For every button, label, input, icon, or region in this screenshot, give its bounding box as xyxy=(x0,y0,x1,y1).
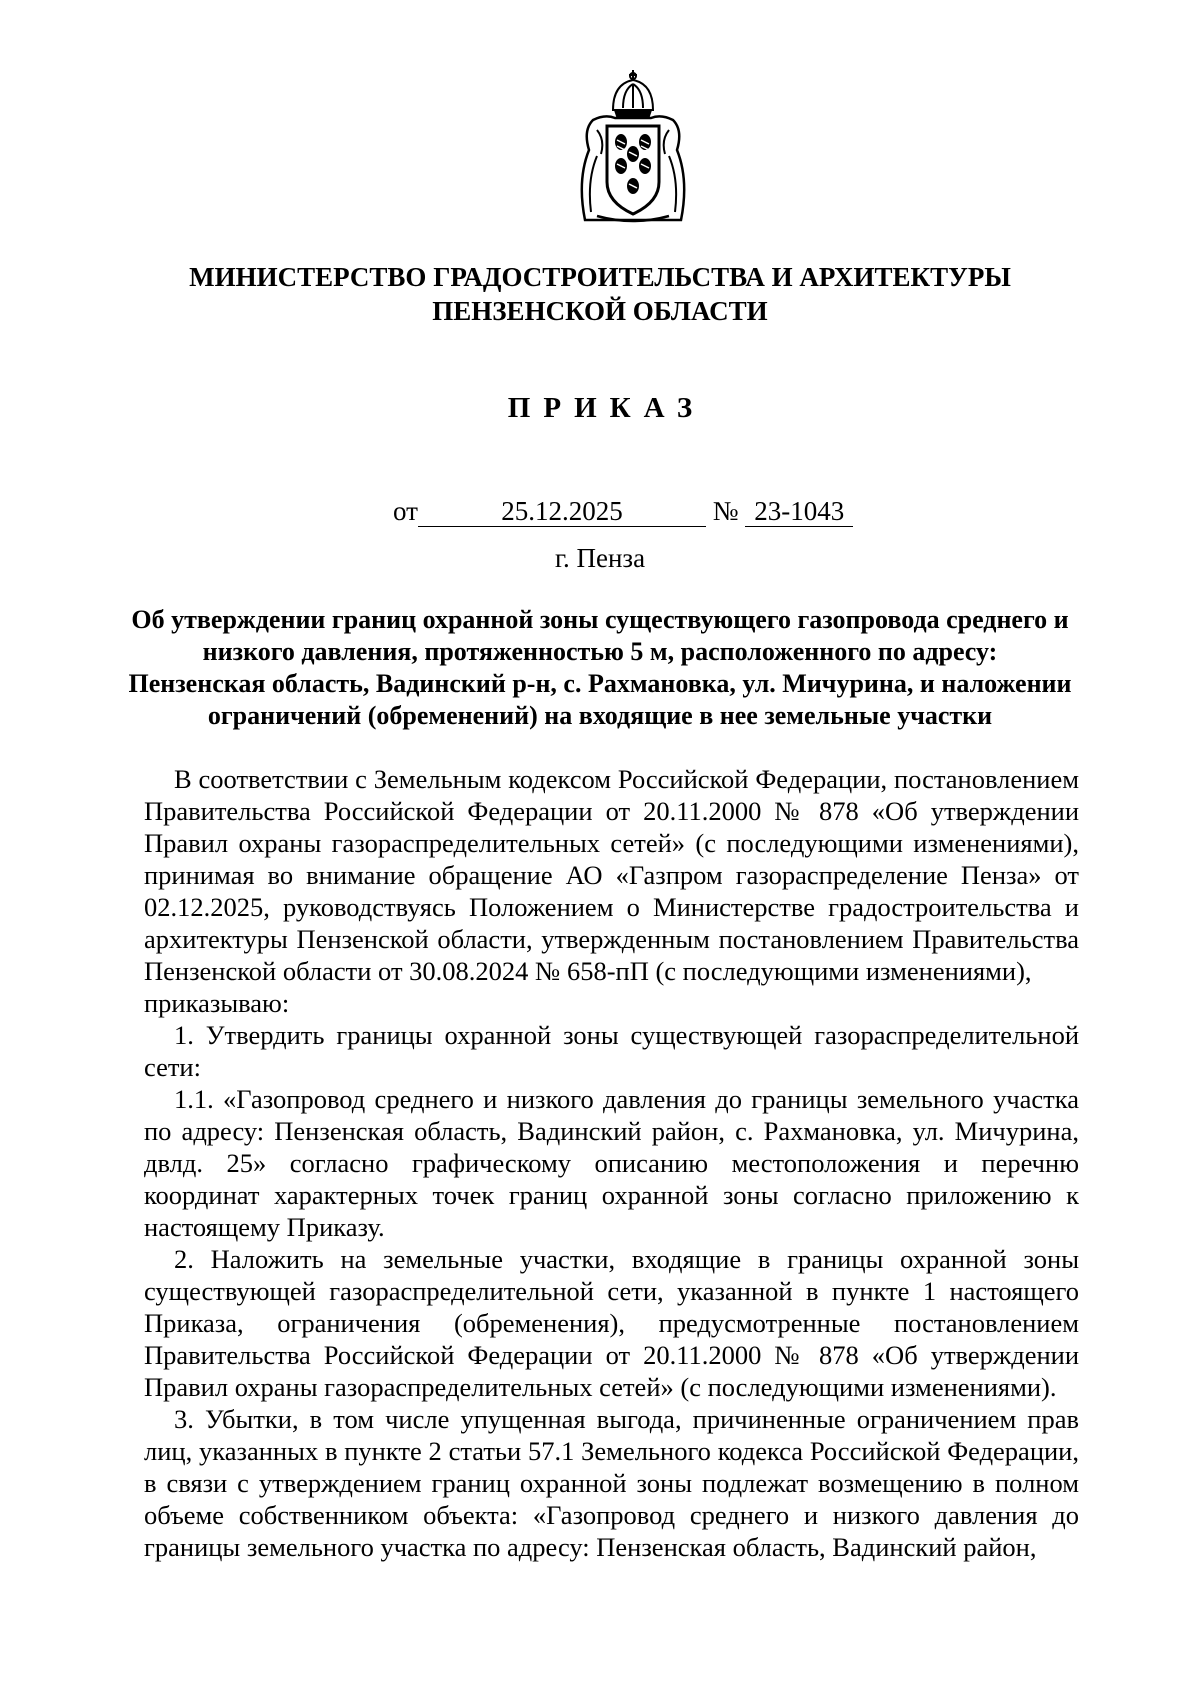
ministry-name-line2: ПЕНЗЕНСКОЙ ОБЛАСТИ xyxy=(432,296,768,326)
number-label: № xyxy=(712,496,739,526)
document-number: 23-1043 xyxy=(745,496,853,527)
from-label: от xyxy=(393,496,418,526)
order-word: приказываю: xyxy=(144,988,290,1018)
document-date: 25.12.2025 xyxy=(418,496,706,527)
ministry-name xyxy=(100,260,1100,328)
document-subject xyxy=(110,604,1090,732)
ministry-name-line1: МИНИСТЕРСТВО ГРАДОСТРОИТЕЛЬСТВА И АРХИТЕКТУРЫ xyxy=(189,262,1011,292)
subject-line1: Об утверждении границ охранной зоны существующего газопровода среднего и xyxy=(131,605,1069,634)
item-2: 2. Наложить на земельные участки, входящие в границы охранной зоны существующей газораспределительной сети, указанной в пункте 1 настоящего Приказа, ограничения (обременения), предусмотренные постановлением Правительства Российской Федерации от 20.11.2000 № 878 «Об утверждении Правил охраны газораспределительных сетей» (с последующими изменениями). xyxy=(144,1244,1079,1402)
subject-line2: низкого давления, протяженностью 5 м, расположенного по адресу: xyxy=(202,637,998,666)
document-type: ПРИКАЗ xyxy=(507,392,706,424)
coat-of-arms-icon xyxy=(575,70,691,224)
subject-line3: Пензенская область, Вадинский р-н, с. Рахмановка, ул. Мичурина, и наложении xyxy=(128,669,1072,698)
item-1-1: 1.1. «Газопровод среднего и низкого давления до границы земельного участка по адресу: Пензенская область, Вадинский район, с. Рахмановка, ул. Мичурина, двлд. 25» согласно графическому описанию местоположения и перечню координат характерных точек границ охранной зоны согласно приложению к настоящему Приказу. xyxy=(144,1084,1079,1242)
item-1: 1. Утвердить границы охранной зоны существующей газораспределительной сети: xyxy=(144,1020,1079,1082)
document-body xyxy=(144,763,1079,1563)
item-3: 3. Убытки, в том числе упущенная выгода, причиненные ограничением прав лиц, указанных в пункте 2 статьи 57.1 Земельного кодекса Российской Федерации, в связи с утверждением границ охранной зоны подлежат возмещению в полном объеме собственником объекта: «Газопровод среднего и низкого давления до границы земельного участка по адресу: Пензенская область, Вадинский район, xyxy=(144,1404,1079,1562)
city: г. Пенза xyxy=(554,543,646,573)
preamble-paragraph: В соответствии с Земельным кодексом Российской Федерации, постановлением Правительства Российской Федерации от 20.11.2000 № 878 «Об утверждении Правил охраны газораспределительных сетей» (с последующими изменениями), принимая во внимание обращение АО «Газпром газораспределение Пенза» от 02.12.2025, руководствуясь Положением о Министерстве градостроительства и архитектуры Пензенской области, утвержденным постановлением Правительства Пензенской области от 30.08.2024 № 658-пП (с последующими изменениями), xyxy=(144,764,1079,986)
subject-line4: ограничений (обременений) на входящие в нее земельные участки xyxy=(207,701,993,730)
date-number-line xyxy=(393,495,853,527)
